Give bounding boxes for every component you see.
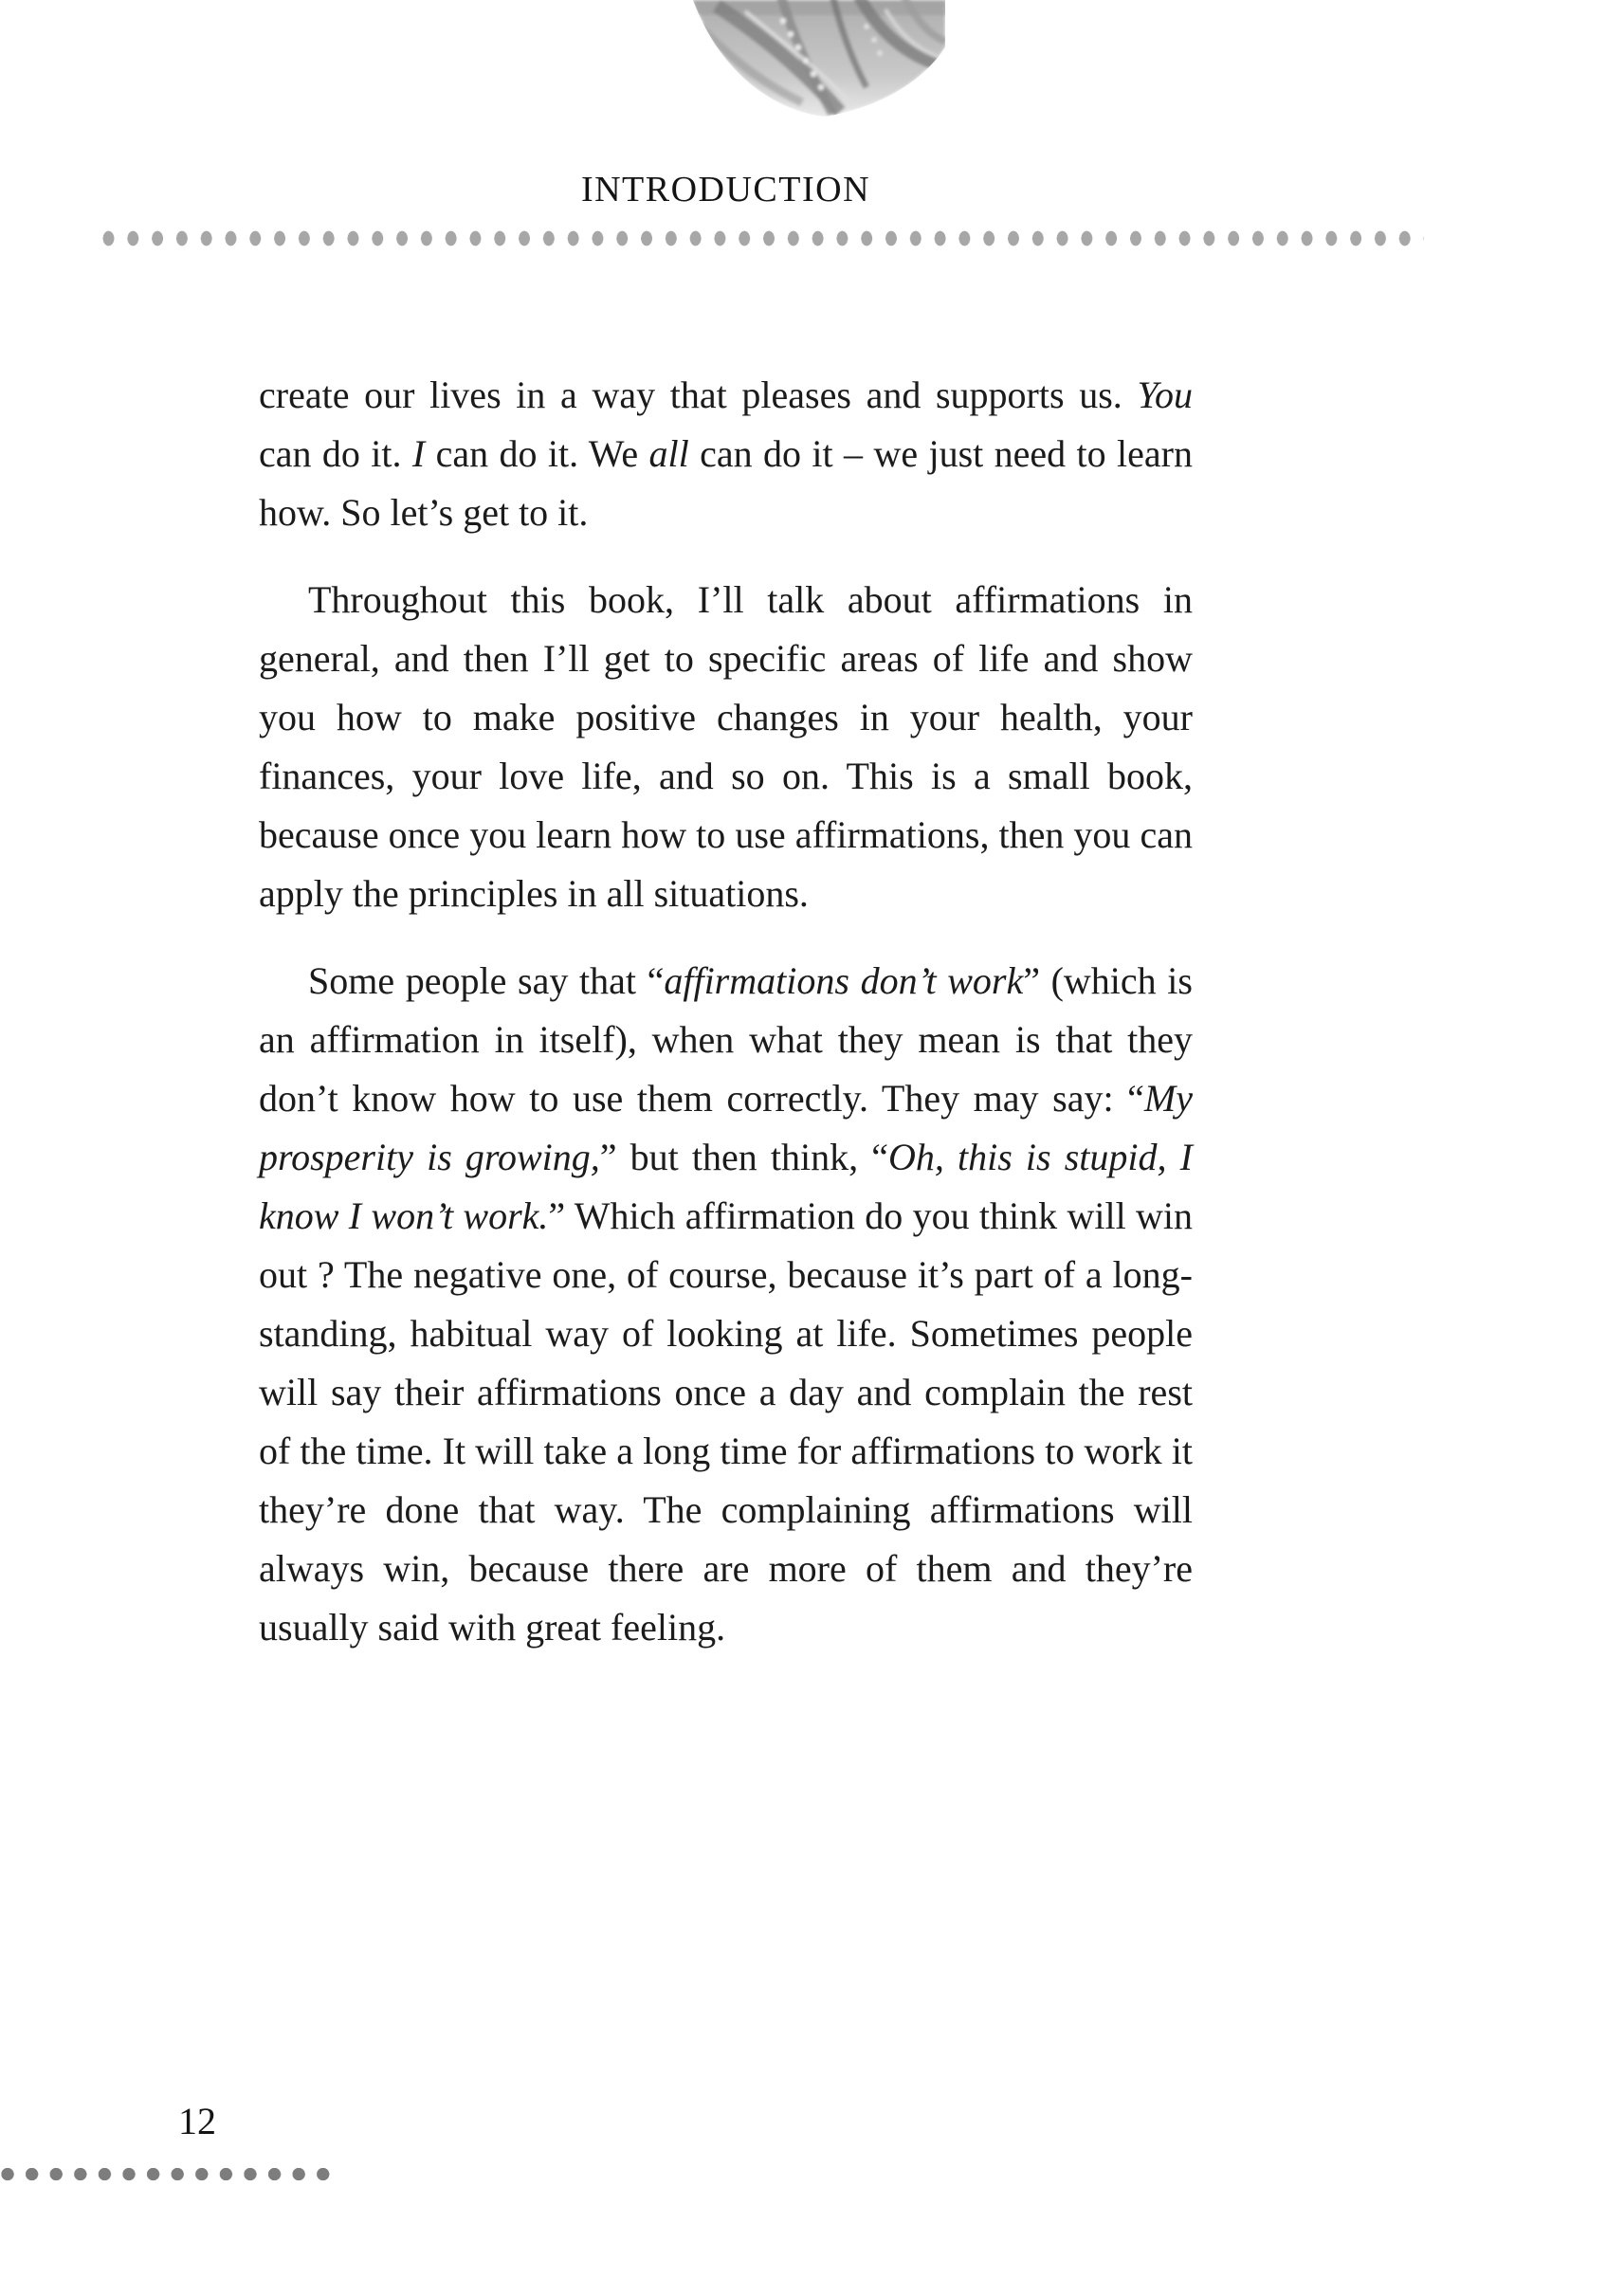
italic-text-run: I — [411, 432, 426, 475]
footer-dotted-divider — [1, 2167, 335, 2181]
paragraph — [259, 952, 1193, 1657]
text-run: can do it. — [259, 432, 412, 475]
text-run: ” (which is an affirmation in itself), when what they mean is that they don’t know how to use them correctly. They may say: “ — [259, 959, 1193, 1120]
body-text — [259, 366, 1193, 1686]
botanical-ornament-image — [690, 0, 948, 121]
text-run: can do it. We — [425, 432, 649, 475]
italic-text-run: My prosperity is growing, — [259, 1077, 1193, 1178]
italic-text-run: You — [1137, 374, 1193, 416]
text-run: can do it – we just need to learn how. So let’s get to it. — [259, 432, 1193, 534]
italic-text-run: all — [648, 432, 689, 475]
paragraph — [259, 366, 1193, 542]
text-run: create our lives in a way that pleases and supports us. — [259, 374, 1138, 416]
italic-text-run: Oh, this is stupid, I know I won’t work. — [259, 1136, 1193, 1237]
page-title: INTRODUCTION — [580, 170, 871, 210]
text-run: Some people say that “ — [308, 959, 665, 1002]
text-run: ” but then think, “ — [599, 1136, 888, 1178]
text-run: Throughout this book, I’ll talk about affirmations in general, and then I’ll get to specific areas of life and show you how to make positive changes in your health, your finances, your love life, and so on. This is a small book, because once you learn how to use affirmations, then you can apply the principles in all situations. — [259, 578, 1193, 915]
page-number: 12 — [178, 2100, 216, 2142]
text-run: ” Which affirmation do you think will win out ? The negative one, of course, because it’s part of a long-standing, habitual way of looking at life. Sometimes people will say their affirmations once a day and complain the rest of the time. It will take a long time for affirmations to work it they’re done that way. The complaining affirmations will always win, because there are more of them and they’re usually said with great feeling. — [259, 1194, 1194, 1649]
header-dotted-divider — [102, 230, 1424, 246]
paragraph — [259, 571, 1193, 923]
italic-text-run: affirmations don’t work — [664, 959, 1024, 1002]
